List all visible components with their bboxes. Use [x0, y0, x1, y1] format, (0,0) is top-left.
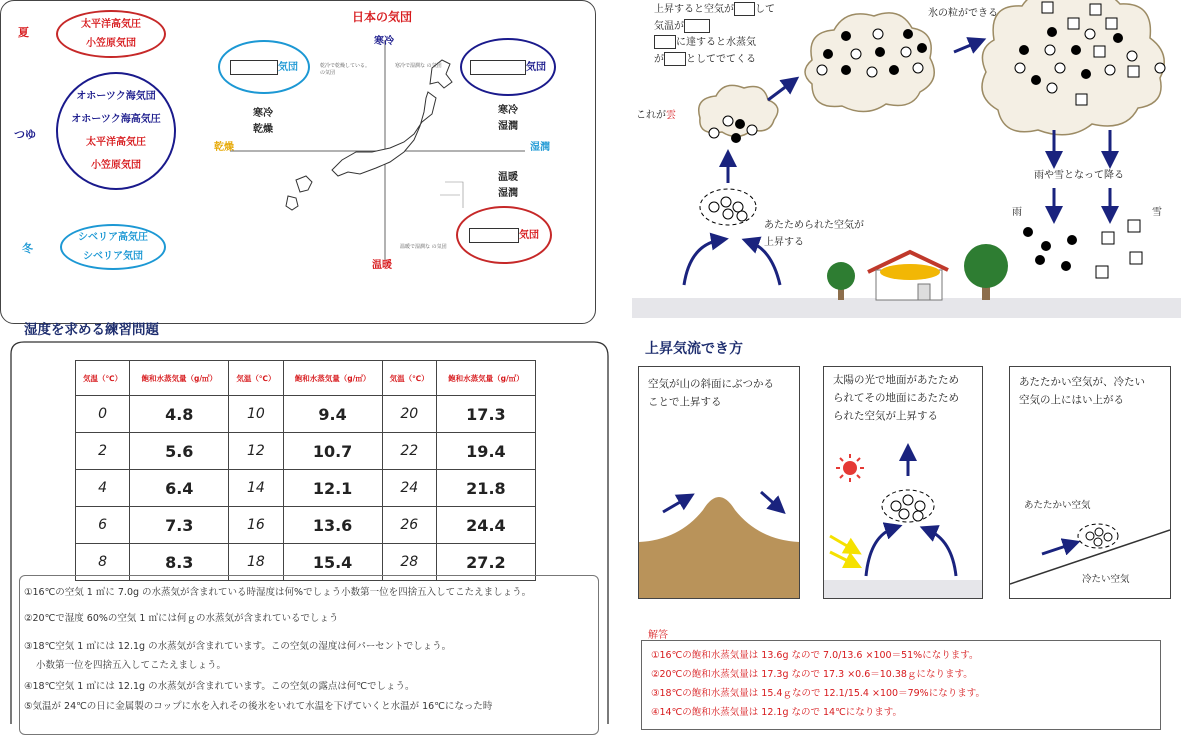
tiny-note: 温暖で湿潤な の気団 — [400, 244, 447, 250]
blank-suffix: 気団 — [526, 61, 546, 73]
summer-ellipse — [56, 10, 166, 58]
updraft-panel-1-text: 空気が山の斜面にぶつかる ことで上昇する — [648, 378, 774, 408]
blank-ellipse-ne — [460, 38, 556, 96]
warm-air-label: あたためられた空気が 上昇する — [764, 220, 864, 248]
season-summer: 夏 — [18, 26, 29, 39]
question-5: ⑤気温が 24℃の日に金属製のコップに水を入れその後氷をいれて水温を下げていくと水温が 16℃になった時 — [24, 701, 493, 712]
blank-suffix: 気団 — [519, 229, 539, 241]
temperature-cell: 16 — [229, 507, 283, 544]
humidity-title: 湿度を求める練習問題 — [24, 322, 159, 338]
saturation-cell: 7.3 — [130, 507, 229, 544]
saturation-cell: 4.8 — [130, 396, 229, 433]
axis-top-label: 寒冷 — [374, 36, 394, 47]
axis-right-label: 湿潤 — [530, 142, 550, 153]
tiny-note: 寒冷で湿潤な の気団 — [395, 63, 442, 69]
table-row — [76, 470, 536, 507]
answer-2: ②20℃の飽和水蒸気量は 17.3g なので 17.3 ×0.6＝10.38ｇになります。 — [651, 669, 973, 680]
table-header: 飽和水蒸気量（g/㎥） — [436, 361, 535, 396]
saturation-cell: 17.3 — [436, 396, 535, 433]
quadrant-text: 寒冷 — [253, 108, 273, 119]
saturation-cell: 21.8 — [436, 470, 535, 507]
table-header: 気温（℃） — [382, 361, 436, 396]
sun-heating-drawing — [824, 440, 982, 598]
season-winter: 冬 — [22, 242, 33, 255]
question-1: ①16℃の空気 1 ㎥に 7.0g の水蒸気が含まれている時湿度は何%でしょう小数第一位を四捨五入してこたえましょう。 — [24, 587, 532, 598]
temperature-cell: 18 — [229, 544, 283, 581]
axis-bottom-label: 温暖 — [372, 260, 392, 271]
temperature-cell: 0 — [76, 396, 130, 433]
temperature-cell: 12 — [229, 433, 283, 470]
table-header: 気温（℃） — [229, 361, 283, 396]
updraft-panel-3-text: あたたかい空気が、冷たい 空気の上にはい上がる — [1019, 376, 1145, 406]
quadrant-text: 湿潤 — [498, 188, 518, 199]
temperature-cell: 14 — [229, 470, 283, 507]
saturation-cell: 27.2 — [436, 544, 535, 581]
temperature-cell: 10 — [229, 396, 283, 433]
updraft-title: 上昇気流でき方 — [645, 341, 743, 357]
kore-ga-label: これが雲 — [636, 110, 676, 121]
winter-item: シベリア高気圧 — [78, 232, 148, 243]
temperature-cell: 4 — [76, 470, 130, 507]
table-header: 飽和水蒸気量（g/㎥） — [283, 361, 382, 396]
answer-4: ④14℃の飽和水蒸気量は 12.1g なので 14℃になります。 — [651, 707, 903, 718]
warm-front-drawing — [1010, 500, 1170, 598]
quadrant-text: 湿潤 — [498, 121, 518, 132]
table-header: 気温（℃） — [76, 361, 130, 396]
temperature-cell: 6 — [76, 507, 130, 544]
blank-ellipse-nw — [218, 40, 310, 94]
saturation-cell: 15.4 — [283, 544, 382, 581]
saturation-cell: 19.4 — [436, 433, 535, 470]
temperature-cell: 28 — [382, 544, 436, 581]
map-title: 日本の気団 — [352, 10, 413, 24]
saturation-table — [75, 360, 536, 581]
saturation-cell: 5.6 — [130, 433, 229, 470]
question-3: ③18℃空気 1 ㎥には 12.1g の水蒸気が含まれています。この空気の湿度は何パーセントでしょう。 — [24, 641, 452, 652]
answer-blank[interactable] — [470, 60, 526, 75]
rainy-ellipse — [56, 72, 176, 190]
question-4: ④18℃空気 1 ㎥には 12.1g の水蒸気が含まれています。この空気の露点は何℃でしょう。 — [24, 681, 415, 692]
winter-item: シベリア気団 — [83, 251, 143, 262]
table-row — [76, 507, 536, 544]
answer-blank[interactable] — [469, 228, 519, 243]
question-2: ②20℃で湿度 60%の空気 1 ㎥には何ｇの水蒸気が含まれているでしょう — [24, 613, 339, 624]
answer-3: ③18℃の飽和水蒸気量は 15.4ｇなので 12.1/15.4 ×100＝79%になります。 — [651, 688, 985, 699]
temperature-cell: 26 — [382, 507, 436, 544]
blank-suffix: 気団 — [278, 61, 298, 73]
snow-label: 雪 — [1152, 207, 1162, 218]
table-row — [76, 396, 536, 433]
summer-item: 太平洋高気圧 — [81, 19, 141, 30]
rain-label: 雨 — [1012, 207, 1022, 218]
quadrant-text: 寒冷 — [498, 105, 518, 116]
cloud-explanation: 上昇すると空気が して 気温が に達すると水蒸気 が としてでてくる — [654, 4, 775, 65]
temperature-cell: 8 — [76, 544, 130, 581]
season-rainy: つゆ — [14, 128, 36, 141]
saturation-cell: 8.3 — [130, 544, 229, 581]
saturation-cell: 10.7 — [283, 433, 382, 470]
answer-blank[interactable] — [230, 60, 278, 75]
quadrant-bottom-right — [498, 170, 518, 202]
saturation-cell: 6.4 — [130, 470, 229, 507]
rain-snow-label: 雨や雪となって降る — [1034, 170, 1124, 181]
saturation-cell: 12.1 — [283, 470, 382, 507]
saturation-cell: 9.4 — [283, 396, 382, 433]
answer-1: ①16℃の飽和水蒸気量は 13.6g なので 7.0/13.6 ×100＝51%になります。 — [651, 650, 979, 661]
saturation-cell: 24.4 — [436, 507, 535, 544]
winter-ellipse — [60, 224, 166, 270]
quadrant-text: 乾燥 — [253, 124, 273, 135]
quadrant-top-left — [253, 106, 273, 138]
quadrant-top-right — [498, 103, 518, 135]
table-row — [76, 433, 536, 470]
rainy-item: 小笠原気団 — [91, 160, 141, 171]
temperature-cell: 2 — [76, 433, 130, 470]
tiny-note: 乾冷で乾燥している。 の気団 — [320, 63, 371, 76]
ice-label: 氷の粒ができる — [928, 8, 998, 19]
updraft-panel-2-text: 太陽の光で地面があたため られてその地面にあたため られた空気が上昇する — [833, 374, 959, 422]
cloud-scene-drawing — [632, 0, 1181, 318]
blank-ellipse-se — [456, 206, 552, 264]
saturation-cell: 13.6 — [283, 507, 382, 544]
sun-icon — [843, 461, 857, 475]
rainy-item: オホーツク海高気圧 — [71, 114, 161, 125]
rainy-item: 太平洋高気圧 — [86, 137, 146, 148]
mountain-drawing — [639, 470, 799, 598]
table-body — [76, 396, 536, 581]
table-header: 飽和水蒸気量（g/㎥） — [130, 361, 229, 396]
question-3-cont: 小数第一位を四捨五入してこたえましょう。 — [36, 660, 227, 671]
temperature-cell: 20 — [382, 396, 436, 433]
rainy-item: オホーツク海気団 — [76, 91, 156, 102]
temperature-cell: 22 — [382, 433, 436, 470]
warm-air-label: あたたかい空気 — [1024, 500, 1091, 511]
summer-item: 小笠原気団 — [86, 38, 136, 49]
axis-left-label: 乾燥 — [214, 142, 234, 153]
answers-heading: 解答 — [648, 630, 668, 641]
quadrant-text: 温暖 — [498, 172, 518, 183]
middle-cloud — [805, 13, 934, 112]
temperature-cell: 24 — [382, 470, 436, 507]
cold-air-label: 冷たい空気 — [1082, 574, 1130, 585]
